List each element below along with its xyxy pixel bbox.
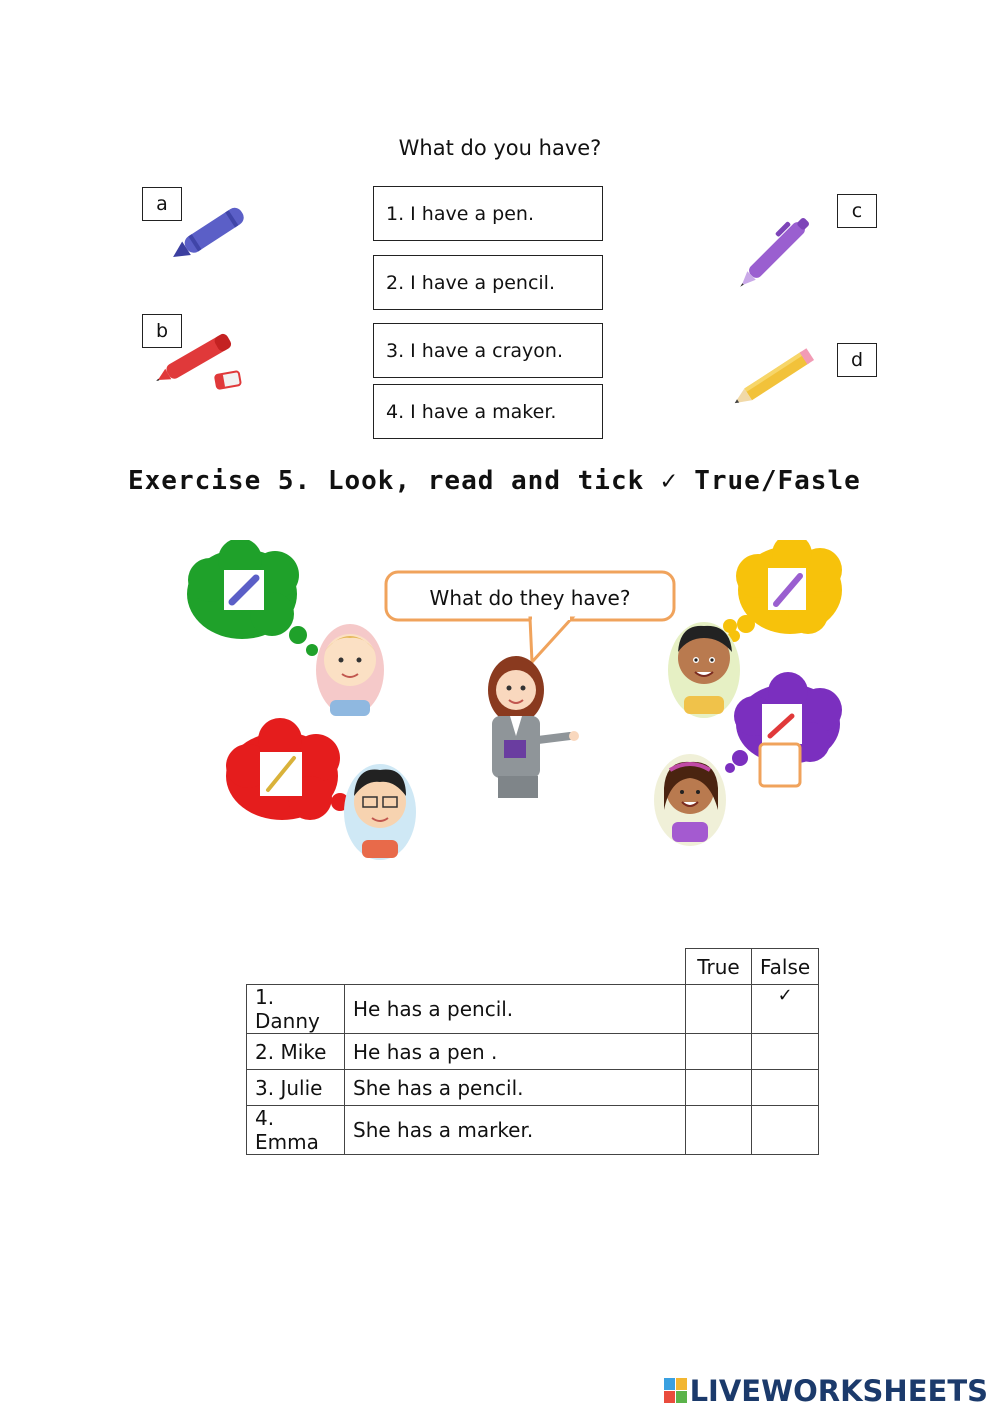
boy-danny-avatar [344, 764, 416, 860]
false-cell[interactable]: ✓ [752, 985, 819, 1034]
row-sentence: She has a marker. [345, 1106, 686, 1155]
thought-cloud-purple [725, 672, 842, 786]
sentence-box-2: 2. I have a pencil. [373, 255, 603, 310]
thought-cloud-red [226, 718, 358, 820]
row-sentence: She has a pencil. [345, 1070, 686, 1106]
table-row [247, 1034, 819, 1070]
row-name: 1. Danny [247, 985, 345, 1034]
sentence-box-3: 3. I have a crayon. [373, 323, 603, 378]
letter-box-a: a [142, 187, 182, 221]
false-cell[interactable] [752, 1034, 819, 1070]
girl-emma-avatar [654, 754, 726, 846]
row-name: 2. Mike [247, 1034, 345, 1070]
thought-cloud-yellow [728, 540, 842, 642]
true-cell[interactable] [686, 1034, 752, 1070]
pen-icon [727, 205, 827, 295]
liveworksheets-logo-icon [664, 1378, 688, 1404]
speech-bubble-text: What do they have? [429, 586, 631, 610]
table-header-row [247, 949, 819, 985]
table-row [247, 1106, 819, 1155]
row-sentence: He has a pen . [345, 1034, 686, 1070]
exercise-title: Exercise 5. Look, read and tick ✓ True/Fasle [128, 466, 861, 496]
true-cell[interactable] [686, 985, 752, 1034]
letter-box-d: d [837, 343, 877, 377]
boy-mike-avatar [316, 624, 384, 716]
table-row [247, 985, 819, 1034]
sentence-box-4: 4. I have a maker. [373, 384, 603, 439]
marker-icon [150, 322, 254, 394]
section-title: What do you have? [398, 136, 602, 160]
row-name: 3. Julie [247, 1070, 345, 1106]
brand-text: LIVEWORKSHEETS [689, 1374, 988, 1408]
header-false: False [752, 949, 819, 985]
crayon-icon [160, 198, 260, 268]
teacher-figure [488, 656, 579, 798]
false-cell[interactable] [752, 1070, 819, 1106]
true-false-table [246, 948, 819, 1155]
header-true: True [686, 949, 752, 985]
row-name: 4. Emma [247, 1106, 345, 1155]
true-cell[interactable] [686, 1106, 752, 1155]
letter-box-c: c [837, 194, 877, 228]
row-sentence: He has a pencil. [345, 985, 686, 1034]
liveworksheets-brand [664, 1374, 988, 1408]
true-cell[interactable] [686, 1070, 752, 1106]
sentence-box-1: 1. I have a pen. [373, 186, 603, 241]
false-cell[interactable] [752, 1106, 819, 1155]
letter-box-b: b [142, 314, 182, 348]
table-row [247, 1070, 819, 1106]
thought-cloud-green [187, 540, 318, 656]
pencil-icon [725, 340, 825, 414]
